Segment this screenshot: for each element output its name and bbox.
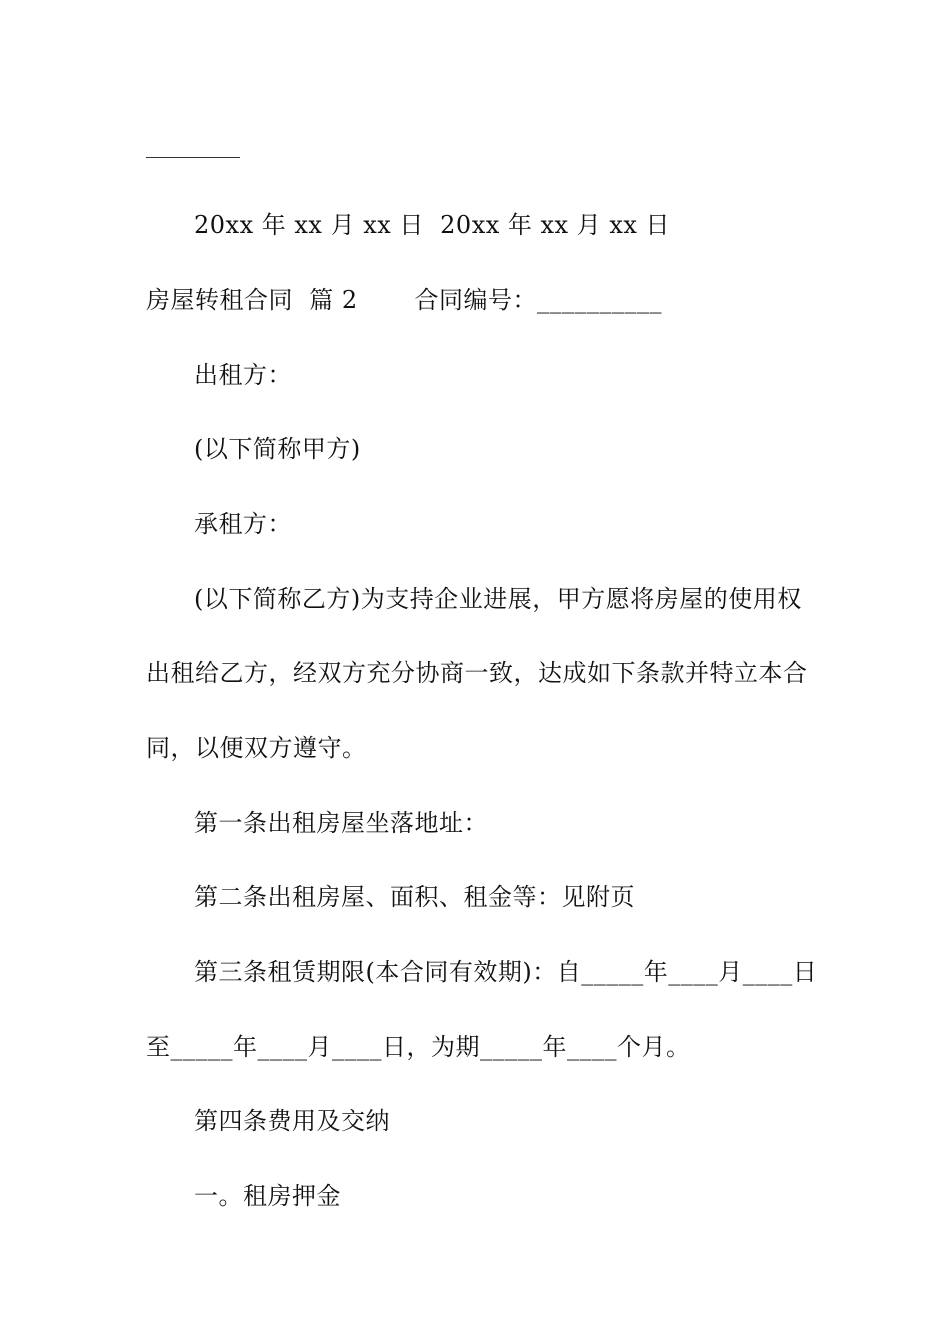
article-1: 第一条出租房屋坐落地址： bbox=[194, 809, 488, 837]
article-3-line-1: 第三条租赁期限(本合同有效期)：自_____年____月____日 bbox=[194, 958, 818, 986]
purpose-paragraph-line-3: 同，以便双方遵守。 bbox=[146, 734, 367, 762]
purpose-paragraph-line-2: 出租给乙方，经双方充分协商一致，达成如下条款并特立本合 bbox=[146, 659, 808, 687]
article-2: 第二条出租房屋、面积、租金等：见附页 bbox=[194, 883, 635, 911]
date-line: 20xx 年 xx 月 xx 日 20xx 年 xx 月 xx 日 bbox=[194, 211, 671, 239]
purpose-paragraph-line-1: (以下简称乙方)为支持企业进展，甲方愿将房屋的使用权 bbox=[194, 585, 802, 613]
lessor-label: 出租方： bbox=[194, 361, 292, 389]
top-underline-rule bbox=[146, 157, 240, 158]
article-4: 第四条费用及交纳 bbox=[194, 1107, 390, 1135]
lessee-label: 承租方： bbox=[194, 510, 292, 538]
article-4-item-1: 一。租房押金 bbox=[194, 1182, 341, 1210]
article-3-line-2: 至_____年____月____日，为期_____年____个月。 bbox=[146, 1033, 691, 1061]
contract-heading-line: 房屋转租合同 篇 2 合同编号：__________ bbox=[146, 286, 663, 314]
lessor-note: (以下简称甲方) bbox=[194, 435, 361, 463]
